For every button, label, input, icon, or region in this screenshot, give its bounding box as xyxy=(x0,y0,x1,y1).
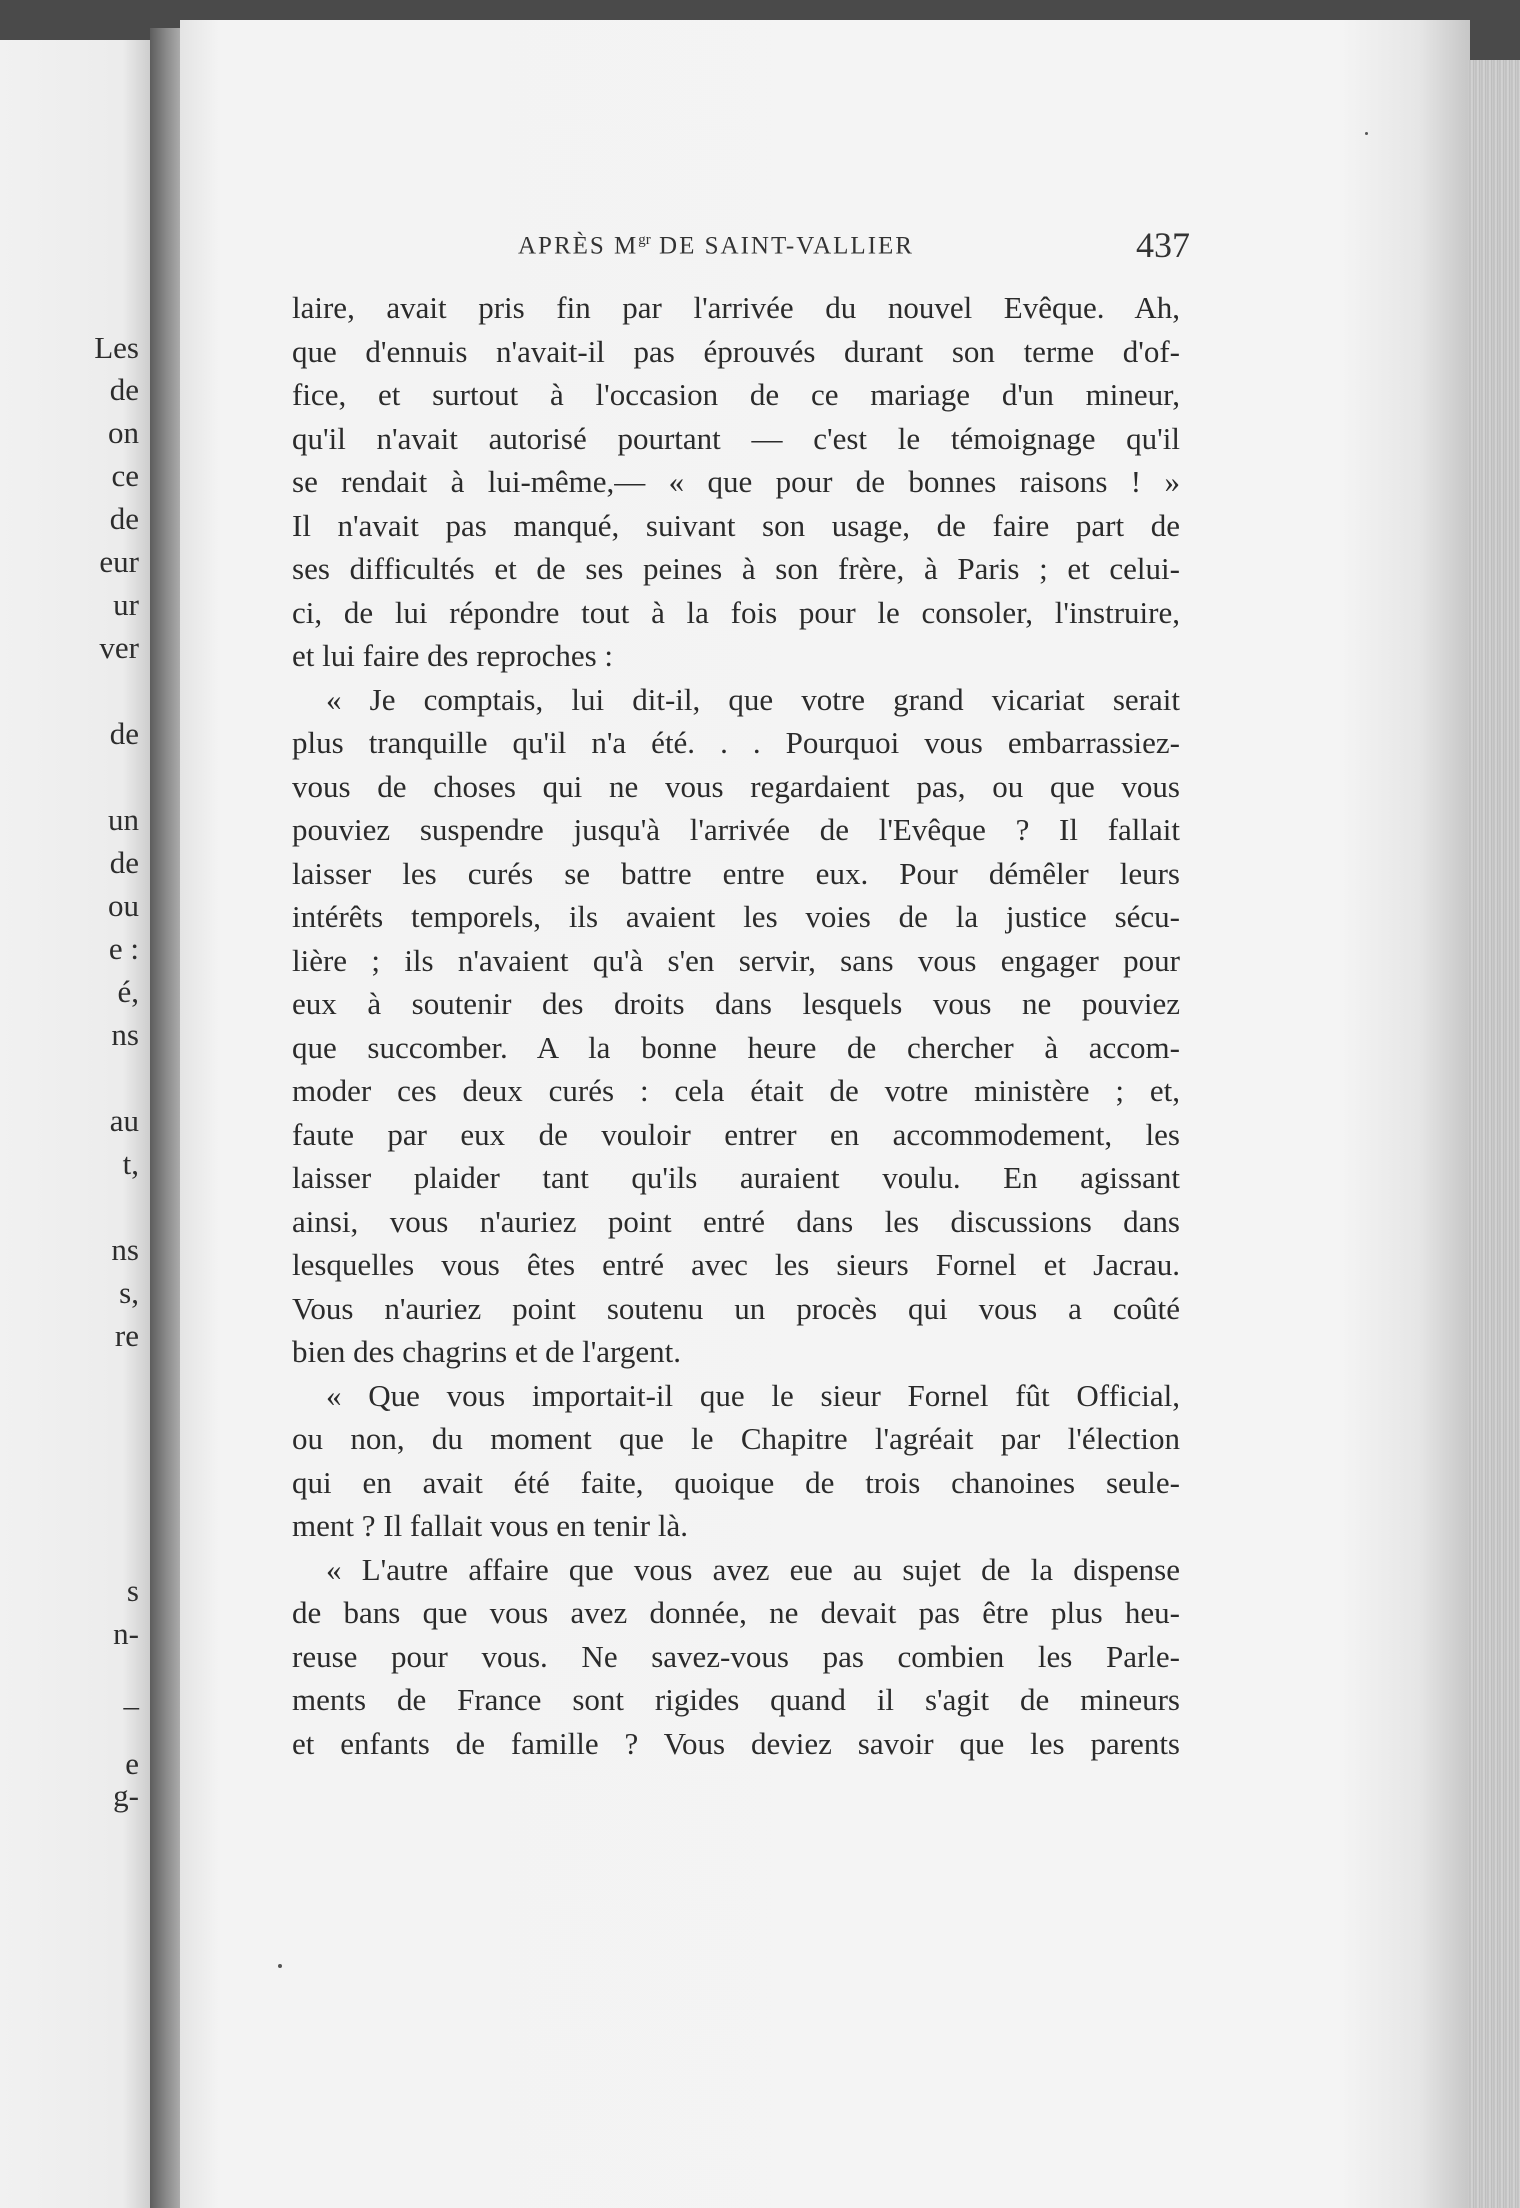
left-facing-page xyxy=(0,40,175,2208)
left-page-fragment: de xyxy=(109,845,139,880)
text-line: laire, avait pris fin par l'arrivée du nouvel Evêque. Ah, xyxy=(292,290,1180,325)
text-line: que succomber. A la bonne heure de chercher à accom- xyxy=(292,1029,1180,1065)
left-page-fragment: ns xyxy=(111,1232,139,1267)
text-line: pouviez suspendre jusqu'à l'arrivée de l'Evêque ? Il fallait xyxy=(292,812,1180,847)
text-line: ments de France sont rigides quand il s'agit de mineurs xyxy=(292,1682,1180,1717)
left-page-fragment: – xyxy=(123,1688,139,1723)
text-line: intérêts temporels, ils avaient les voies de la justice sécu- xyxy=(292,899,1180,934)
text-line: « Que vous importait-il que le sieur Fornel fût Official, xyxy=(326,1377,1180,1413)
text-line: plus tranquille qu'il n'a été. . . Pourquoi vous embarrassiez- xyxy=(292,725,1180,760)
left-page-fragment: ver xyxy=(99,630,139,665)
page-number: 437 xyxy=(1136,225,1190,265)
text-line: Il n'avait pas manqué, suivant son usage, de faire part de xyxy=(292,507,1180,543)
text-line: ainsi, vous n'auriez point entré dans les discussions dans xyxy=(292,1203,1180,1239)
text-line: et enfants de famille ? Vous deviez savoir que les parents xyxy=(292,1725,1180,1761)
left-page-fragment: de xyxy=(109,716,139,751)
text-line: se rendait à lui-même,— « que pour de bonnes raisons ! » xyxy=(292,464,1180,499)
left-page-fragment: ns xyxy=(111,1017,139,1052)
text-line: que d'ennuis n'avait-il pas éprouvés durant son terme d'of- xyxy=(292,333,1180,369)
left-page-fragment: de xyxy=(109,372,139,407)
running-head-superscript: gr xyxy=(638,232,651,248)
text-line: reuse pour vous. Ne savez-vous pas combien les Parle- xyxy=(292,1638,1180,1674)
left-page-fragment: on xyxy=(108,415,139,450)
page-header xyxy=(290,220,1190,280)
paper-speck xyxy=(1365,132,1368,135)
text-line: « L'autre affaire que vous avez eue au sujet de la dispense xyxy=(326,1551,1180,1587)
text-line: « Je comptais, lui dit-il, que votre grand vicariat serait xyxy=(326,681,1180,717)
left-page-fragment: e : xyxy=(108,931,139,966)
text-line: qu'il n'avait autorisé pourtant — c'est le témoignage qu'il xyxy=(292,420,1180,456)
left-page-fragment: re xyxy=(114,1318,139,1353)
text-line: et lui faire des reproches : xyxy=(292,638,614,673)
left-page-fragment: de xyxy=(109,501,139,536)
running-head-part: DE SAINT-VALLIER xyxy=(650,232,914,260)
left-page-fragment: ou xyxy=(108,888,139,923)
paper-speck xyxy=(278,1964,282,1968)
left-page-fragment: eur xyxy=(99,544,139,579)
text-line: qui en avait été faite, quoique de trois chanoines seule- xyxy=(292,1464,1180,1500)
text-line: Vous n'auriez point soutenu un procès qui vous a coûté xyxy=(292,1290,1180,1326)
text-line: eux à soutenir des droits dans lesquels vous ne pouviez xyxy=(292,986,1180,1021)
text-line: lesquelles vous êtes entré avec les sieurs Fornel et Jacrau. xyxy=(292,1247,1180,1282)
left-page-fragment: s, xyxy=(119,1275,139,1310)
text-line: faute par eux de vouloir entrer en accommodement, les xyxy=(292,1116,1180,1152)
left-page-fragment: ur xyxy=(113,587,139,622)
text-line: laisser plaider tant qu'ils auraient voulu. En agissant xyxy=(292,1160,1180,1195)
text-line: lière ; ils n'avaient qu'à s'en servir, sans vous engager pour xyxy=(292,942,1180,978)
left-page-fragment: au xyxy=(109,1103,139,1138)
running-head xyxy=(518,232,914,260)
text-line: ment ? Il fallait vous en tenir là. xyxy=(292,1508,688,1543)
text-line: de bans que vous avez donnée, ne devait pas être plus heu- xyxy=(292,1595,1180,1630)
left-page-fragment: g- xyxy=(113,1778,139,1813)
body-text xyxy=(292,286,1180,1765)
page-edge-stack xyxy=(1468,60,1520,2208)
left-page-fragment: s xyxy=(126,1573,139,1608)
left-page-fragment: un xyxy=(108,802,139,837)
running-head-part: APRÈS M xyxy=(518,232,639,260)
text-line: bien des chagrins et de l'argent. xyxy=(292,1334,681,1369)
left-page-fragment: ce xyxy=(111,458,139,493)
text-line: laisser les curés se battre entre eux. Pour démêler leurs xyxy=(292,855,1180,891)
text-line: moder ces deux curés : cela était de votre ministère ; et, xyxy=(292,1073,1180,1108)
left-page-fragment: t, xyxy=(122,1146,139,1181)
text-line: ci, de lui répondre tout à la fois pour le consoler, l'instruire, xyxy=(292,594,1180,630)
text-line: ou non, du moment que le Chapitre l'agréait par l'élection xyxy=(292,1421,1180,1456)
text-line: ses difficultés et de ses peines à son frère, à Paris ; et celui- xyxy=(292,551,1180,586)
left-page-fragment: e xyxy=(125,1746,139,1781)
text-line: vous de choses qui ne vous regardaient pas, ou que vous xyxy=(292,768,1180,804)
left-page-fragment: é, xyxy=(117,974,139,1009)
text-line: fice, et surtout à l'occasion de ce mariage d'un mineur, xyxy=(292,377,1180,412)
left-page-fragment: n- xyxy=(113,1616,139,1651)
left-page-fragment: Les xyxy=(94,330,139,365)
